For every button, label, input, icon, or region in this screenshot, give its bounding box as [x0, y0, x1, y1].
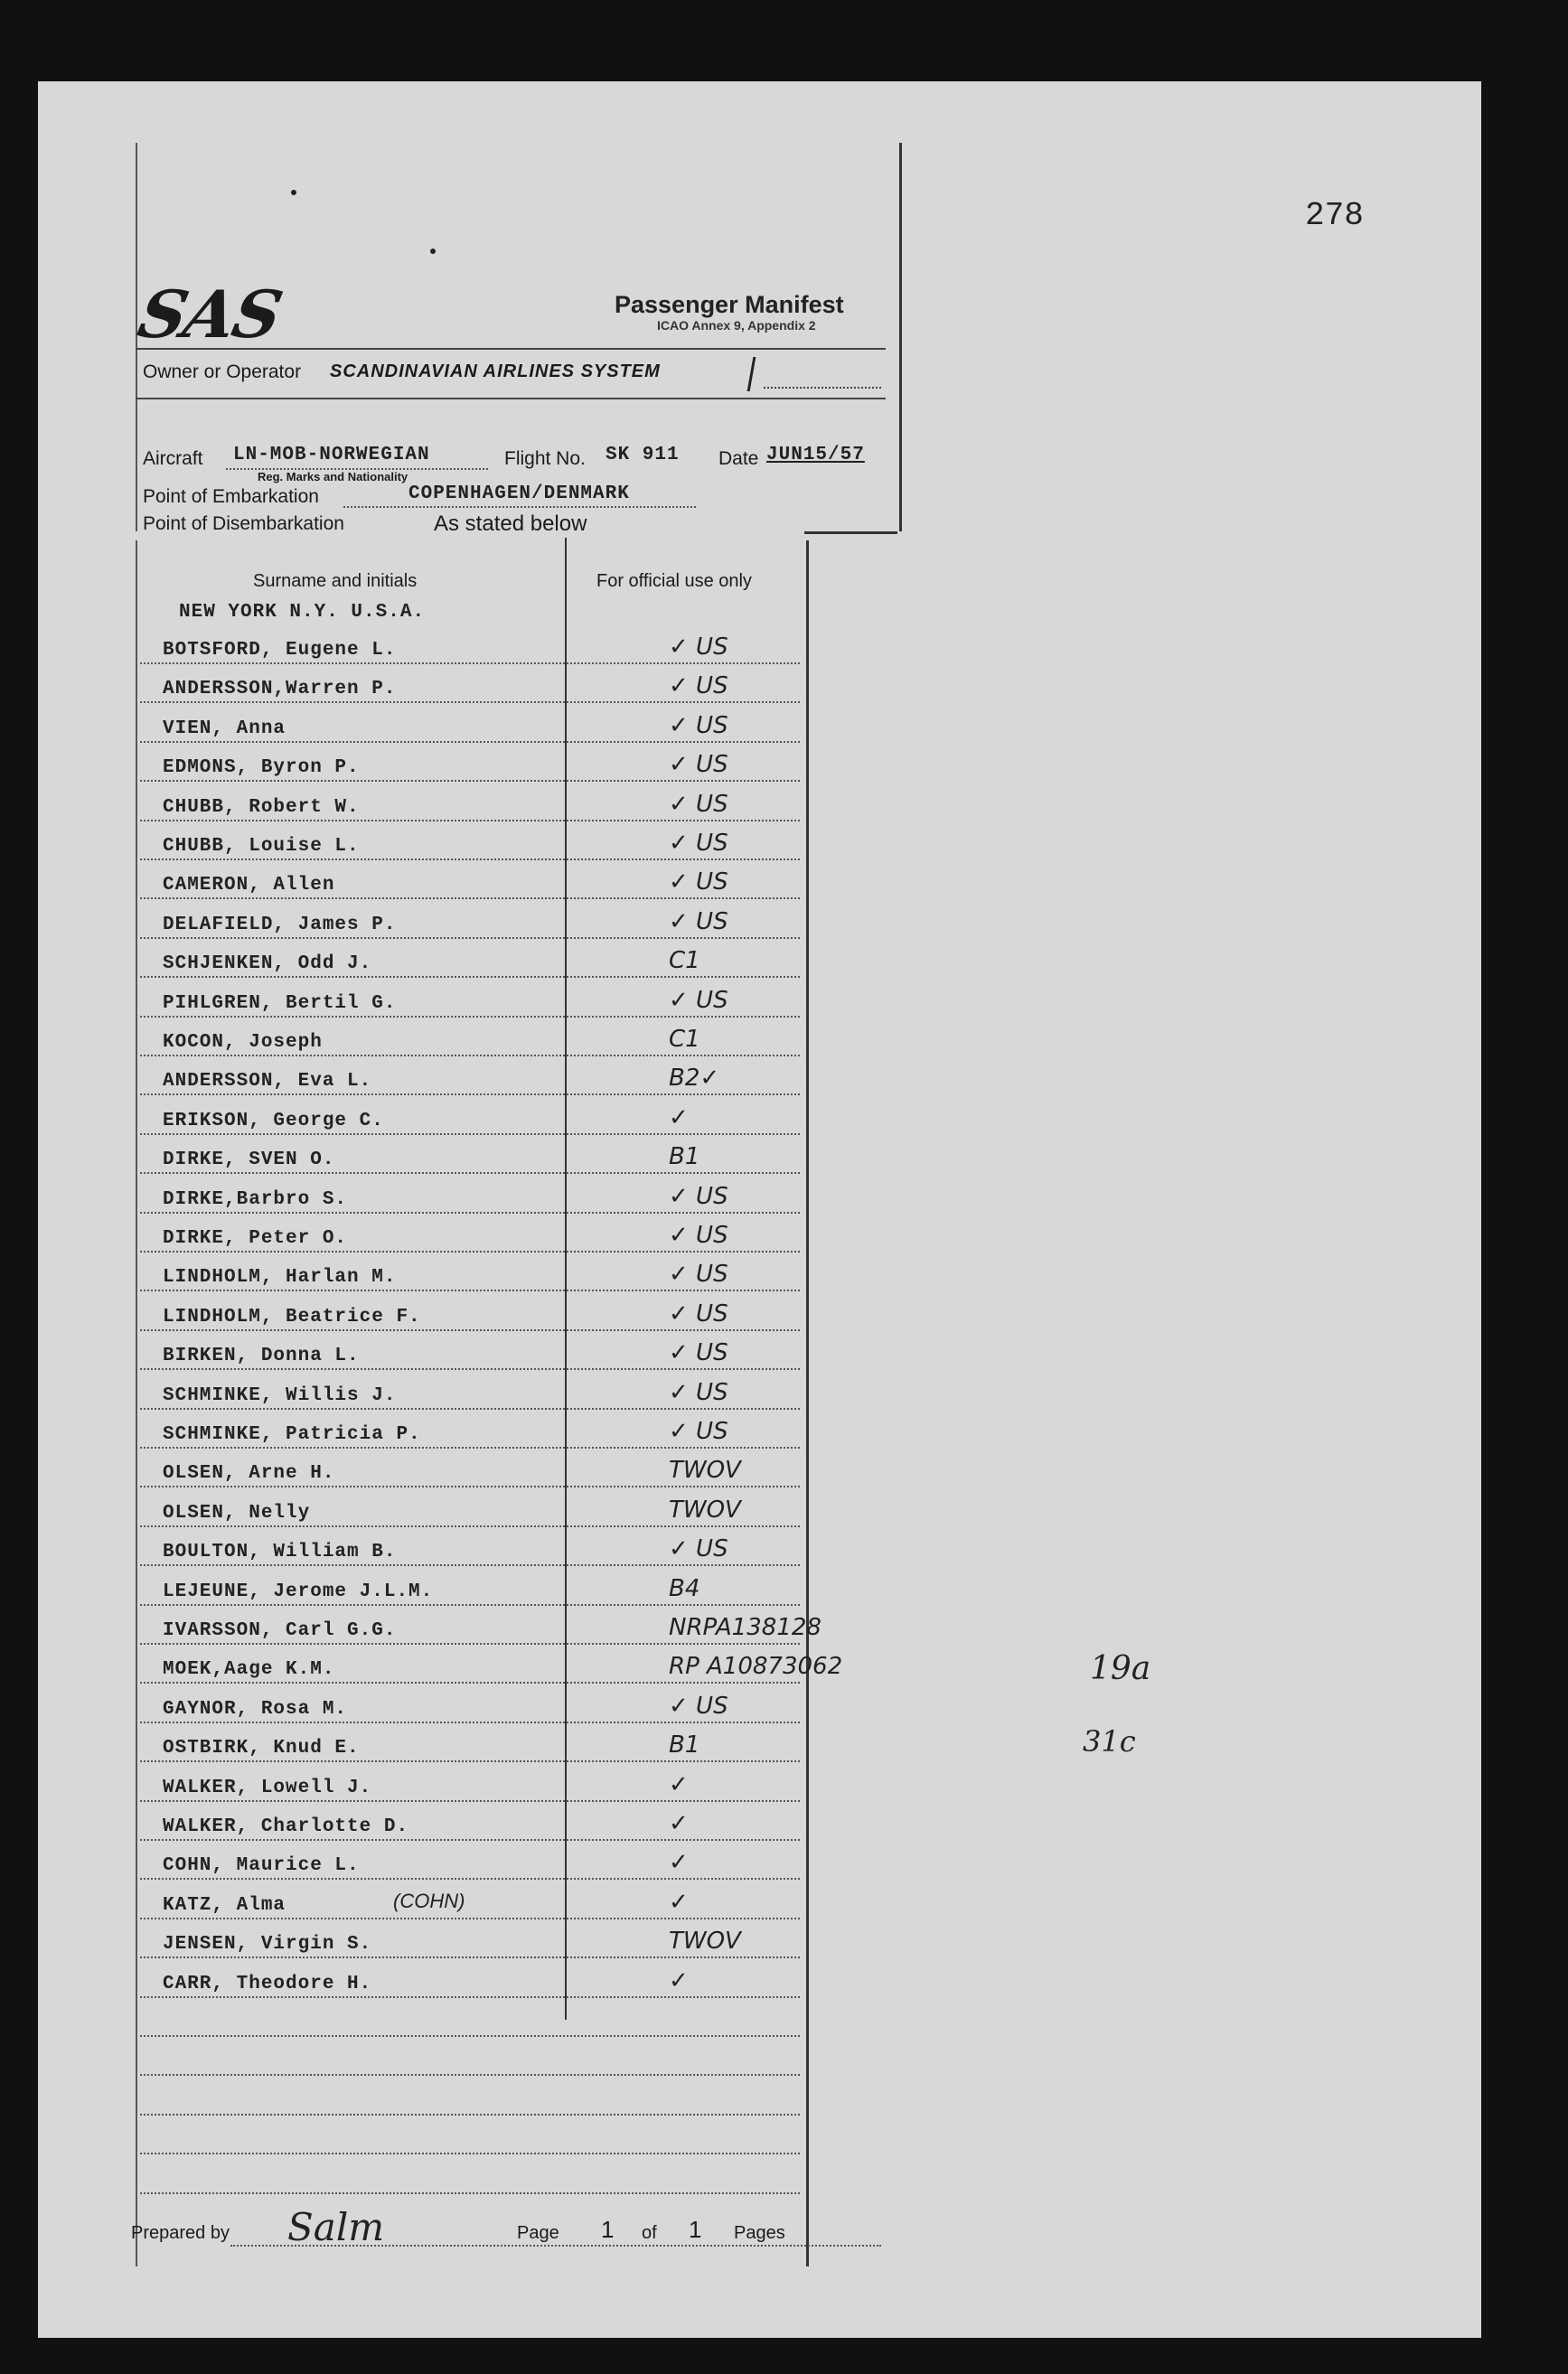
passenger-name: JENSEN, Virgin S. — [163, 1934, 372, 1956]
passenger-name: KATZ, Alma — [163, 1894, 286, 1916]
passenger-row — [136, 1957, 800, 1998]
embarkation-label: Point of Embarkation — [143, 486, 319, 507]
official-mark: ✓ US — [669, 907, 728, 935]
passenger-name: SCHJENKEN, Odd J. — [163, 953, 372, 975]
passenger-row — [136, 1212, 800, 1253]
sas-logo: SAS — [131, 276, 287, 352]
passenger-name: LINDHOLM, Harlan M. — [163, 1267, 397, 1289]
passenger-row — [136, 1604, 822, 1645]
passenger-name: GAYNOR, Rosa M. — [163, 1698, 348, 1720]
passenger-name: CHUBB, Louise L. — [163, 836, 360, 857]
official-mark: ✓ US — [669, 751, 728, 779]
passenger-name: DELAFIELD, James P. — [163, 914, 397, 935]
official-mark: ✓ US — [669, 830, 728, 857]
passenger-name: COHN, Maurice L. — [163, 1855, 360, 1877]
owner-label: Owner or Operator — [143, 361, 302, 382]
passenger-note: (COHN) — [393, 1889, 465, 1912]
passenger-name: PIHLGREN, Bertil G. — [163, 992, 397, 1014]
date-value: JUN15/57 — [766, 445, 865, 465]
passenger-name: DIRKE, Peter O. — [163, 1228, 348, 1249]
official-mark: ✓ — [669, 1966, 689, 1994]
official-mark: RP A10873062 — [669, 1653, 843, 1681]
page-number: 278 — [1305, 197, 1364, 234]
flight-value: SK 911 — [606, 445, 680, 465]
passenger-name: WALKER, Charlotte D. — [163, 1816, 409, 1837]
passenger-row — [136, 1055, 800, 1095]
page-value: 1 — [601, 2216, 615, 2243]
passenger-name: CAMERON, Allen — [163, 875, 335, 896]
passenger-name: ERIKSON, George C. — [163, 1110, 384, 1131]
speck-mark — [291, 190, 296, 195]
official-mark: B4 — [669, 1574, 700, 1602]
passenger-row — [136, 702, 800, 743]
official-mark: ✓ US — [669, 1692, 728, 1720]
official-mark: ✓ US — [669, 1261, 728, 1289]
passenger-row — [136, 1133, 800, 1174]
aircraft-label: Aircraft — [143, 448, 203, 469]
passenger-row — [136, 1369, 800, 1410]
footer-line — [230, 2245, 881, 2247]
passenger-row — [136, 1290, 800, 1331]
passenger-row — [136, 820, 800, 860]
margin-note-2: 31c — [1083, 1724, 1136, 1759]
aircraft-value: LN-MOB-NORWEGIAN — [233, 445, 430, 465]
passenger-row — [136, 1800, 800, 1841]
official-mark: TWOV — [669, 1457, 741, 1485]
passenger-row — [136, 898, 800, 939]
prepared-by-label: Prepared by — [131, 2223, 230, 2243]
official-mark: NRPA138128 — [669, 1614, 822, 1641]
speck-mark — [430, 249, 436, 254]
passenger-name: DIRKE, SVEN O. — [163, 1149, 335, 1171]
passenger-row — [136, 1879, 800, 1919]
passenger-name: OLSEN, Nelly — [163, 1502, 311, 1524]
passenger-name: WALKER, Lowell J. — [163, 1777, 372, 1798]
passenger-name: EDMONS, Byron P. — [163, 757, 360, 779]
passenger-name: KOCON, Joseph — [163, 1032, 323, 1053]
passenger-row — [136, 624, 800, 664]
destination-heading: NEW YORK N.Y. U.S.A. — [179, 602, 426, 623]
of-label: of — [642, 2223, 657, 2243]
official-mark: ✓ — [669, 1103, 689, 1131]
official-mark: ✓ US — [669, 711, 728, 739]
passenger-row — [136, 1447, 800, 1487]
flight-label: Flight No. — [504, 448, 586, 469]
date-label: Date — [718, 448, 759, 469]
official-mark: ✓ US — [669, 1418, 728, 1445]
passenger-row — [136, 1761, 800, 1802]
passenger-row — [136, 1525, 800, 1566]
official-column-header: For official use only — [596, 571, 752, 591]
passenger-name: BIRKEN, Donna L. — [163, 1346, 360, 1367]
passenger-name: OSTBIRK, Knud E. — [163, 1738, 360, 1759]
passenger-name: BOULTON, William B. — [163, 1542, 397, 1563]
official-mark: ✓ US — [669, 672, 728, 700]
passenger-row — [136, 937, 800, 978]
passenger-row — [136, 1016, 800, 1056]
passenger-name: VIEN, Anna — [163, 718, 286, 739]
official-mark: C1 — [669, 947, 700, 975]
passenger-name: ANDERSSON,Warren P. — [163, 679, 397, 700]
official-mark: ✓ US — [669, 986, 728, 1014]
official-mark: ✓ — [669, 1849, 689, 1877]
passenger-row — [136, 1683, 800, 1723]
blank-row — [136, 2114, 800, 2154]
owner-value: SCANDINAVIAN AIRLINES SYSTEM — [330, 361, 661, 381]
official-mark: B2✓ — [669, 1065, 720, 1093]
passenger-row — [136, 741, 800, 782]
passenger-row — [136, 662, 800, 703]
official-mark: ✓ — [669, 1888, 689, 1916]
official-mark: ✓ US — [669, 1378, 728, 1406]
passenger-name: CHUBB, Robert W. — [163, 796, 360, 818]
official-mark: ✓ US — [669, 633, 728, 661]
surname-column-header: Surname and initials — [253, 571, 418, 591]
official-mark: ✓ — [669, 1810, 689, 1837]
form-title: Passenger Manifest — [615, 291, 844, 318]
passenger-row — [136, 977, 800, 1018]
official-mark: ✓ US — [669, 868, 728, 896]
passenger-row — [136, 1643, 843, 1684]
passenger-row — [136, 1094, 800, 1135]
passenger-name: DIRKE,Barbro S. — [163, 1188, 348, 1210]
of-value: 1 — [689, 2216, 702, 2243]
owner-rule — [136, 398, 886, 399]
passenger-row — [136, 1918, 800, 1958]
official-mark: TWOV — [669, 1496, 741, 1524]
passenger-row — [136, 859, 800, 899]
official-mark: TWOV — [669, 1928, 741, 1956]
passenger-name: LINDHOLM, Beatrice F. — [163, 1306, 421, 1328]
disembarkation-label: Point of Disembarkation — [143, 513, 344, 534]
official-mark: ✓ US — [669, 1222, 728, 1249]
passenger-row — [136, 1722, 800, 1762]
official-mark: ✓ US — [669, 1339, 728, 1367]
passenger-name: ANDERSSON, Eva L. — [163, 1071, 372, 1093]
official-mark: ✓ — [669, 1770, 689, 1798]
official-mark: C1 — [669, 1026, 700, 1053]
passenger-name: OLSEN, Arne H. — [163, 1463, 335, 1485]
passenger-row — [136, 1408, 800, 1449]
passenger-name: MOEK,Aage K.M. — [163, 1659, 335, 1681]
passenger-row — [136, 1251, 800, 1291]
passenger-name: CARR, Theodore H. — [163, 1973, 372, 1994]
official-mark: ✓ US — [669, 790, 728, 818]
form-subtitle: ICAO Annex 9, Appendix 2 — [657, 318, 816, 333]
passenger-row — [136, 1565, 800, 1606]
passenger-name: SCHMINKE, Willis J. — [163, 1384, 397, 1406]
passenger-name: BOTSFORD, Eugene L. — [163, 640, 397, 661]
form-step-line — [804, 531, 897, 543]
aircraft-sublabel: Reg. Marks and Nationality — [258, 470, 408, 483]
passenger-row — [136, 1329, 800, 1370]
pages-label: Pages — [734, 2223, 785, 2243]
page-label: Page — [517, 2223, 559, 2243]
owner-blank-line — [764, 387, 881, 389]
passenger-row — [136, 1839, 800, 1880]
official-mark: ✓ US — [669, 1300, 728, 1328]
margin-note-1: 19a — [1090, 1650, 1151, 1687]
official-mark: B1 — [669, 1143, 700, 1171]
passenger-row — [136, 781, 800, 821]
disembarkation-value: As stated below — [434, 511, 587, 536]
blank-row — [136, 2035, 800, 2076]
official-mark: B1 — [669, 1731, 700, 1759]
passenger-row — [136, 1487, 800, 1527]
passenger-row — [136, 1173, 800, 1214]
blank-row — [136, 1996, 800, 2037]
official-mark: ✓ US — [669, 1535, 728, 1563]
embarkation-value: COPENHAGEN/DENMARK — [408, 483, 630, 504]
blank-row — [136, 2075, 800, 2116]
official-mark: ✓ US — [669, 1182, 728, 1210]
preparer-signature: Salm — [287, 2205, 385, 2249]
embarkation-line — [343, 506, 696, 508]
blank-row — [136, 2153, 800, 2194]
passenger-name: SCHMINKE, Patricia P. — [163, 1424, 421, 1445]
passenger-name: IVARSSON, Carl G.G. — [163, 1620, 397, 1641]
passenger-name: LEJEUNE, Jerome J.L.M. — [163, 1581, 434, 1602]
header-rule — [136, 348, 886, 350]
